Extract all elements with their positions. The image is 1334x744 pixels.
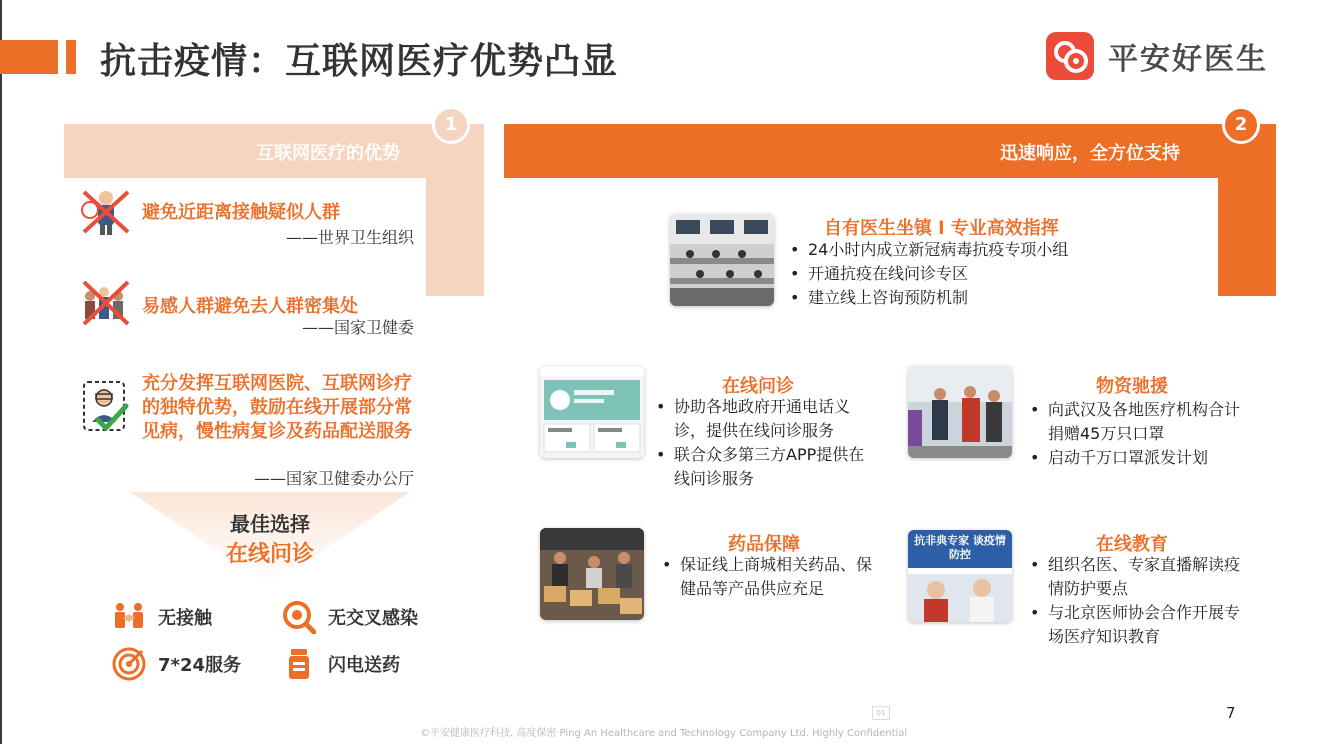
advantage-source-1: ——世界卫生组织 [285,228,414,247]
medicine-bottle-icon [282,647,316,681]
section-number-1: 1 [432,106,470,144]
advantages-side-bar [426,178,484,296]
advantage-title-1: 避免近距离接触疑似人群 [142,202,340,223]
section-title-education: 在线教育 [1096,534,1168,555]
bullet-item: • 组织名医、专家直播解读疫情防护要点 [1026,553,1248,601]
advantages-heading: 互联网医疗的优势 [256,143,400,164]
medicine-warehouse-photo [540,528,644,620]
bullet-item: • 启动千万口罩派发计划 [1026,446,1248,470]
page-number: 7 [1226,704,1236,722]
section-number-2: 2 [1222,106,1260,144]
bullet-item: • 开通抗疫在线问诊专区 [786,262,1106,286]
section-title-supplies: 物资驰援 [1096,376,1168,397]
support-side-bar [1218,178,1276,296]
section-bullets-command [786,238,1106,310]
bullet-item: • 协助各地政府开通电话义诊，提供在线问诊服务 [652,395,874,443]
section-bullets-education [1026,553,1248,649]
best-choice-label: 最佳选择 [230,512,310,536]
no-contact-icon [78,186,134,238]
advantage-source-2: ——国家卫健委 [301,318,414,337]
logo-text: 平安好医生 [1108,42,1268,77]
command-center-photo [670,214,774,306]
advantage-title-3: 充分发挥互联网医院、互联网诊疗的独特优势，鼓励在线开展部分常见病，慢性病复诊及药品配送服务 [142,373,412,442]
online-consultation-screenshot [540,366,644,458]
section-bullets-online-consultation [652,395,874,491]
page-title: 抗击疫情：互联网医疗优势凸显 [100,41,619,82]
advantages-header-bar [64,124,484,178]
left-frame-line [0,0,2,744]
virus-search-icon [282,600,316,634]
bullet-item: • 保证线上商城相关药品、保健品等产品供应充足 [658,553,874,601]
bullet-item: • 建立线上咨询预防机制 [786,286,1106,310]
feature-fast-delivery [282,647,400,681]
feature-24-7-service [112,647,241,681]
section-title-medicine: 药品保障 [728,534,800,555]
bullet-item: • 联合众多第三方APP提供在线问诊服务 [652,443,874,491]
feature-label: 闪电送药 [328,655,400,676]
feature-no-cross-infection [282,600,418,634]
support-heading: 迅速响应，全方位支持 [1000,143,1180,164]
advantage-source-3: ——国家卫健委办公厅 [253,469,414,488]
bullet-item: • 向武汉及各地医疗机构合计捐赠45万只口罩 [1026,398,1248,446]
best-choice-value: 在线问诊 [225,542,314,567]
feature-label: 7*24服务 [158,655,241,676]
bullet-item: • 与北京医师协会合作开展专场医疗知识教育 [1026,601,1248,649]
logo-mark-icon [1046,32,1094,80]
advantage-title-2: 易感人群避免去人群密集处 [142,296,358,317]
brand-logo [1046,32,1268,80]
section-title-command: 自有医生坐镇 l 专业高效指挥 [824,218,1059,239]
feature-label: 无接触 [158,608,212,629]
title-accent-tick [66,40,76,74]
feature-label: 无交叉感染 [328,608,418,629]
support-header-bar [504,124,1276,178]
footer-copyright: ©平安健康医疗科技. 高度保密 Ping An Healthcare and Technology Company Ltd. Highly Confidential [420,728,908,739]
bullet-item: • 24小时内成立新冠病毒抗疫专项小组 [786,238,1106,262]
supplies-photo [908,366,1012,458]
section-bullets-medicine [658,553,874,601]
feature-no-contact [112,600,212,634]
section-title-online-consultation: 在线问诊 [722,376,794,397]
online-doctor-icon [78,378,134,430]
footer-ghost-box: 01 [872,706,890,720]
handshake-icon [112,600,146,634]
section-bullets-supplies [1026,398,1248,470]
photo-banner-text: 抗非典专家 谈疫情防控 [914,534,1006,561]
title-accent-bar [0,40,58,74]
expert-live-stream-photo [908,530,1012,622]
target-icon [112,647,146,681]
no-crowd-icon [76,278,132,330]
